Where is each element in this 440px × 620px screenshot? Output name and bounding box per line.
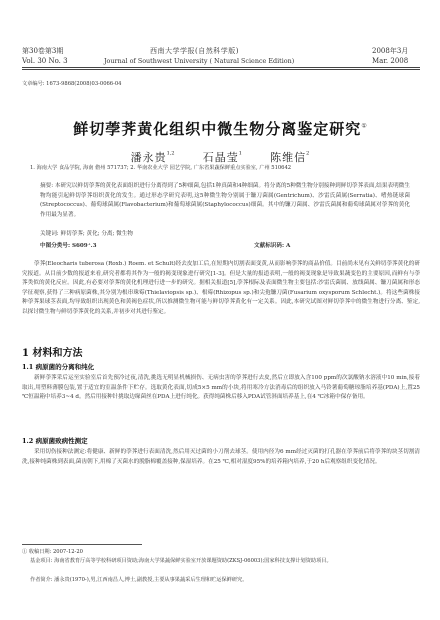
header-rule	[22, 67, 420, 68]
header-volume-cn: 第30卷第3期	[22, 47, 64, 55]
keywords: 关键词: 鲜切荸荠; 黄化; 分离; 微生物	[40, 231, 133, 237]
header-rule-thin	[22, 69, 420, 70]
author-3-sup: 2	[306, 150, 310, 157]
footnote-fund: 基金项目: 海南省教育厅高等学校科研项目资助;海南大学果蔬保鲜实验室开放课题资助(ZKSJ-06003);国家科技支撑计划资助项目。	[30, 558, 332, 564]
author-2: 石晶莹	[202, 151, 239, 164]
authors-line	[0, 146, 440, 165]
paper-title: 鲜切荸荠黄化组织中微生物分离鉴定研究	[73, 120, 362, 138]
paragraph-1-1: 新鲜荸荠采后运至实验室后首先预冷过夜,清洗,挑选无明显机械损伤、无病虫害的荸荠进行去皮,然后立即放入含100 ppm的次氯酸钠水溶液中10 min,接着取出,用塑料薄膜包装,置于适宜的室温条件下贮存。选取黄化表面,切成5×5 mm的小块,将用寒冷方法消毒后的组织放入马铃薯葡萄糖琼脂培养基(PDA)上,置25 ℃恒温箱中培养3~4 d。然后用接种针挑取边缘菌丝在PDA上进行纯化。获得纯菌株后移入PDA试管斜面培养基上,在4 ℃冰箱中保存备用。	[22, 375, 420, 401]
header-journal-cn: 西南大学学报(自然科学版)	[150, 47, 239, 55]
subsection-heading-1-1: 1.1 病原菌的分离和纯化	[22, 363, 95, 371]
header-journal-en: Journal of Southwest University ( Natural Science Edition)	[104, 57, 295, 65]
author-2-sup: 1	[238, 150, 242, 157]
author-3: 陈维信	[270, 151, 307, 164]
author-1-sup: 1,2	[166, 150, 175, 157]
footnote-received	[22, 548, 83, 557]
footnote-received-text: 收稿日期: 2007-12-20	[28, 549, 83, 555]
section-heading-1: 1 材料和方法	[22, 348, 83, 359]
article-number: 文章编号: 1673-9868(2008)03-0066-04	[22, 81, 122, 87]
header-volume-en: Vol. 30 No. 3	[22, 57, 68, 65]
footnote-author-bio: 作者简介: 潘永贵(1970-),男,江西南昌人,博士,副教授,主要从事果蔬采后生理和贮运保鲜研究。	[30, 577, 248, 583]
title-block	[0, 118, 440, 139]
subsection-heading-1-2: 1.2 病原菌致病性测定	[22, 437, 88, 445]
title-footnote-mark: ①	[361, 122, 367, 130]
paragraph-1-2: 采用切伤接种法测定:将健康、新鲜的荸荠进行表面清洗,然后用灭过菌的小刀削去球茎。使用内径为6 mm经过灭菌的打孔器在荸荠前后将荸荠的块茎切割清洗,接种纯菌株到表面,菌齿朝下,用棉了灭菌水的脱脂棉覆盖接种,保湿培养。在25 ℃,相对湿度95%的培养箱内培养,于20 h后观察组织变化情况。	[22, 449, 420, 465]
clc-number: 中图分类号: S609⁺.3	[40, 243, 97, 249]
footnote-rule	[22, 544, 142, 545]
header-date-cn: 2008年3月	[372, 47, 409, 55]
header-date-en: Mar. 2008	[372, 57, 409, 65]
footnote-mark: ①	[22, 549, 28, 555]
affiliation: 1. 海南大学 食品学院, 海南 儋州 571737; 2. 华南农业大学 园艺学院, 广东省果蔬保鲜重点实验室, 广州 510642	[30, 165, 292, 171]
document-code: 文献标识码: A	[254, 243, 291, 249]
introduction-paragraph: 荸荠(Eleocharis tuberosa (Roxb.) Roem. et Schult)经去皮加工后,在短期内切割表面变黄,从而影响荸荠的商品价值。目前尚未见有关鲜切荸荠黄化的研究报道。从目前少数的报道来看,研究者都将其作为一般的褐变现象进行研究[1-3]。但是大量的报道表明,一般的褐变现象是导致果蔬变色的主要原因,而鲜有与荸荠类似的黄化反应。因此,有必要对荸荠的黄化机理进行进一步的研究。据相关报道[5],荸荠根际及表面微生物主要包括:沙雷氏菌属、放线菌属、镰刀菌属和形态学征观察,获得了三种病原菌株,其分别为根串珠霉(Thielaviopsis sp.)、根霉(Rhizopus sp.)和尖孢镰刀菌(Fusarium oxysporum Schlecht.)。将这些菌株接种荸荠果球茎表面,均导致组织出现黄色和黄褐色症状,所以推测微生物可能与鲜切荸荠黄化有一定关系。因此,本研究试图对鲜切荸荠中的微生物进行分离、鉴定,以探讨微生物与鲜切荸荠黄化的关系,并初步对其进行鉴定。	[22, 261, 420, 315]
abstract: 摘要: 本研究以鲜切荸荠的黄化表面组织进行分离得到了5种细菌,包括1种真菌和4种细菌。将分离的5种微生物分别接种到鲜切荸荠表面,结果表明微生物均能引起鲜切荸荠组织黄化的发生。通过形态学研究表明,这5种微生物分别属于镰刀菌属(Gentrichum)、沙雷氏菌属(Serratia)、嗜热链球菌(Streptococcus)、葡萄球菌属(Flavobacterium)和葡萄球菌属(Staphylococcus)细菌。其中的镰刀菌属、沙雷氏菌属和葡萄球菌属对荸荠的黄化作用最为显著。	[40, 183, 410, 218]
author-1: 潘永贵	[130, 151, 167, 164]
